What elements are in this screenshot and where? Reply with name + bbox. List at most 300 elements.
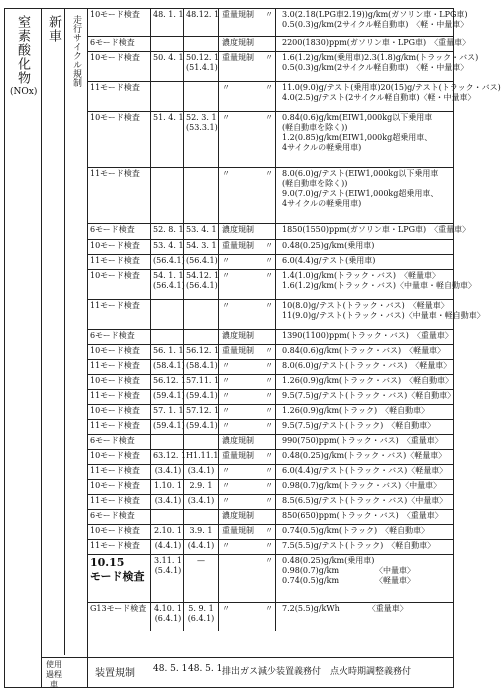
limit-line: 2200(1830)ppm(ガソリン車・LPG車) 〈重量車〉 bbox=[282, 38, 471, 47]
limit-line: 8.0(6.0)g/テスト(トラック・バス) 〈軽量車〉 bbox=[282, 361, 452, 370]
effective-date: H1.11.1 bbox=[186, 451, 219, 460]
test-mode: G13モード検査 bbox=[90, 604, 147, 613]
limit-line: 1.2(0.85)g/km(EIW1,000kg超乗用車、 bbox=[282, 133, 433, 142]
test-mode: 6モード検査 bbox=[90, 511, 135, 520]
regulation-type: 濃度規制 bbox=[222, 225, 254, 234]
limit-values bbox=[282, 241, 451, 251]
limit-values bbox=[282, 556, 451, 586]
limit-values bbox=[282, 451, 451, 461]
test-mode: 10モード検査 bbox=[90, 241, 140, 250]
test-mode: 10モード検査 bbox=[90, 53, 140, 62]
table-row bbox=[87, 239, 453, 255]
test-mode: 6モード検査 bbox=[90, 38, 135, 47]
column-divider bbox=[150, 37, 151, 52]
footer-date1: 48. 5. 1 bbox=[153, 664, 188, 674]
column-divider bbox=[275, 52, 276, 82]
category-sub: (NOx) bbox=[10, 87, 38, 97]
divider bbox=[41, 9, 42, 687]
column-divider bbox=[275, 405, 276, 420]
repeat-mark: 〃 bbox=[265, 541, 273, 550]
repeat-mark: 〃 bbox=[265, 256, 273, 265]
implementation-date: 63.12. 1 bbox=[153, 451, 187, 460]
implementation-date: (59.4.1) bbox=[153, 391, 185, 400]
column-divider bbox=[218, 330, 219, 345]
column-divider bbox=[150, 168, 151, 224]
table-row bbox=[87, 254, 453, 270]
column-divider bbox=[275, 525, 276, 540]
column-divider bbox=[150, 525, 151, 540]
column-divider bbox=[150, 510, 151, 525]
implementation-date: 1.10. 1 bbox=[154, 481, 182, 490]
limit-line: 0.98(0.7)g/km 〈中量車〉 bbox=[282, 566, 416, 575]
table-row bbox=[87, 374, 453, 390]
regulation-type: 濃度規制 bbox=[222, 38, 254, 47]
column-divider bbox=[275, 9, 276, 36]
effective-date: 53. 4. 1 bbox=[186, 225, 217, 234]
regulation-type: 〃 bbox=[222, 113, 230, 122]
column-divider bbox=[218, 510, 219, 525]
column-divider bbox=[218, 420, 219, 435]
effective-date: 50.12. 1 (51.4.1) bbox=[186, 53, 220, 72]
limit-values bbox=[282, 604, 451, 614]
column-divider bbox=[275, 345, 276, 360]
cycle-label: 走行サイクル規制 bbox=[71, 15, 81, 87]
column-divider bbox=[275, 240, 276, 255]
implementation-date: (3.4.1) bbox=[154, 496, 182, 505]
column-divider bbox=[183, 300, 184, 330]
table-row bbox=[87, 111, 453, 168]
limit-values bbox=[282, 376, 454, 386]
test-mode: 11モード検査 bbox=[90, 361, 140, 370]
limit-line: 1.6(1.2)g/km(乗用車)2.3(1.8)g/km(トラック・バス) bbox=[282, 53, 479, 62]
limit-line: 4サイクルの軽乗用車) bbox=[282, 143, 362, 152]
column-divider bbox=[183, 495, 184, 510]
column-divider bbox=[183, 168, 184, 224]
column-divider bbox=[183, 435, 184, 450]
column-divider bbox=[275, 330, 276, 345]
regulation-type: 〃 bbox=[222, 496, 230, 505]
regulation-type: 重量規制 bbox=[222, 346, 254, 355]
column-divider bbox=[218, 435, 219, 450]
footer-date2: 48. 5. 1 bbox=[188, 664, 223, 674]
implementation-date: 56.12. 1 bbox=[153, 376, 187, 385]
test-mode: 11モード検査 bbox=[90, 169, 140, 178]
regulation-type: 〃 bbox=[222, 466, 230, 475]
column-divider bbox=[275, 37, 276, 52]
limit-line: 1850(1550)ppm(ガソリン車・LPG車) 〈重量車〉 bbox=[282, 225, 471, 234]
column-divider bbox=[183, 480, 184, 495]
table-row bbox=[87, 602, 453, 631]
column-divider bbox=[218, 360, 219, 375]
column-divider bbox=[275, 480, 276, 495]
table-row bbox=[87, 81, 501, 112]
effective-date: — bbox=[197, 556, 205, 565]
regulation-type: 〃 bbox=[222, 481, 230, 490]
test-mode: 11モード検査 bbox=[90, 496, 140, 505]
repeat-mark: 〃 bbox=[265, 169, 273, 178]
limit-values bbox=[282, 541, 451, 551]
table-row bbox=[87, 167, 453, 224]
table-row bbox=[87, 344, 453, 360]
limit-values bbox=[282, 421, 451, 431]
column-divider bbox=[218, 465, 219, 480]
column-divider bbox=[150, 240, 151, 255]
effective-date: (56.4.1) bbox=[186, 256, 218, 265]
limit-line: 9.5(7.5)g/テスト(トラック) 〈軽自動車〉 bbox=[282, 421, 436, 430]
category-label: 窒素酸化物 bbox=[15, 15, 30, 85]
repeat-mark: 〃 bbox=[265, 241, 273, 250]
limit-values bbox=[282, 406, 451, 416]
repeat-mark: 〃 bbox=[265, 271, 273, 280]
effective-date: (4.4.1) bbox=[187, 541, 215, 550]
table-row bbox=[87, 479, 453, 495]
column-divider bbox=[218, 224, 219, 240]
effective-date: (3.4.1) bbox=[187, 466, 215, 475]
table-row bbox=[87, 509, 453, 525]
column-divider bbox=[183, 555, 184, 603]
test-mode: 10モード検査 bbox=[90, 271, 140, 280]
test-mode: 11モード検査 bbox=[90, 301, 140, 310]
column-divider bbox=[150, 420, 151, 435]
column-divider bbox=[150, 435, 151, 450]
column-divider bbox=[275, 420, 276, 435]
implementation-date: 2.10. 1 bbox=[154, 526, 182, 535]
table-row bbox=[87, 404, 453, 420]
limit-values bbox=[282, 481, 451, 491]
limit-line: (軽自動車を除く)) bbox=[282, 123, 348, 132]
column-divider bbox=[183, 330, 184, 345]
table-row bbox=[87, 389, 456, 405]
limit-values bbox=[282, 361, 451, 371]
regulation-type: 〃 bbox=[222, 541, 230, 550]
limit-line: 1.6(1.2)g/km(トラック・バス)〈中量車・軽自動車〉 bbox=[282, 281, 477, 290]
column-divider bbox=[150, 9, 151, 36]
test-mode: 11モード検査 bbox=[90, 83, 140, 92]
column-divider bbox=[275, 510, 276, 525]
effective-date: 54. 3. 1 bbox=[186, 241, 217, 250]
test-mode: 10モード検査 bbox=[90, 481, 140, 490]
column-divider bbox=[218, 168, 219, 224]
limit-values bbox=[282, 169, 451, 209]
effective-date: 54.12. 1 (56.4.1) bbox=[186, 271, 220, 290]
limit-values bbox=[282, 511, 451, 521]
table-row bbox=[87, 524, 453, 540]
implementation-date: 48. 1. 1 bbox=[153, 10, 184, 19]
repeat-mark: 〃 bbox=[265, 466, 273, 475]
column-divider bbox=[275, 360, 276, 375]
table-row bbox=[87, 419, 453, 435]
column-divider bbox=[218, 495, 219, 510]
test-mode: 6モード検査 bbox=[90, 436, 135, 445]
repeat-mark: 〃 bbox=[265, 83, 273, 92]
column-divider bbox=[150, 555, 151, 603]
implementation-date: 57. 1. 1 bbox=[153, 406, 184, 415]
limit-values bbox=[282, 225, 471, 235]
repeat-mark: 〃 bbox=[265, 361, 273, 370]
column-divider bbox=[183, 465, 184, 480]
column-divider bbox=[183, 525, 184, 540]
limit-line: 1.26(0.9)g/km(トラック・バス) 〈軽自動車〉 bbox=[282, 376, 454, 385]
limit-line: 0.84(0.6)g/km(トラック・バス) 〈軽量車〉 bbox=[282, 346, 446, 355]
new-car-label: 新車 bbox=[46, 15, 61, 43]
limit-line: (軽自動車を除く)) bbox=[282, 179, 348, 188]
limit-line: 3.0(2.18(LPG車2.19))g/km(ガソリン車・LPG車) bbox=[282, 10, 468, 19]
limit-values bbox=[282, 466, 451, 476]
limit-line: 1390(1100)ppm(トラック・バス) 〈重量車〉 bbox=[282, 331, 453, 340]
column-divider bbox=[150, 540, 151, 555]
column-divider bbox=[218, 82, 219, 112]
table-row bbox=[87, 51, 479, 82]
table-row bbox=[87, 359, 453, 375]
column-divider bbox=[275, 450, 276, 465]
column-divider bbox=[275, 390, 276, 405]
footer-mode: 装置規制 bbox=[95, 668, 135, 679]
column-divider bbox=[183, 603, 184, 631]
column-divider bbox=[275, 168, 276, 224]
column-divider bbox=[150, 112, 151, 168]
table-row bbox=[87, 223, 471, 240]
regulation-type: 〃 bbox=[222, 361, 230, 370]
column-divider bbox=[275, 224, 276, 240]
repeat-mark: 〃 bbox=[265, 406, 273, 415]
repeat-mark: 〃 bbox=[265, 53, 273, 62]
effective-date: (59.4.1) bbox=[186, 421, 218, 430]
regulation-type: 重量規制 bbox=[222, 451, 254, 460]
effective-date: 5. 9. 1 (6.4.1) bbox=[187, 604, 215, 623]
limit-values bbox=[282, 113, 451, 153]
table-row bbox=[87, 9, 469, 36]
test-mode: 10モード検査 bbox=[90, 526, 140, 535]
limit-values bbox=[282, 346, 451, 356]
limit-line: 0.84(0.6)g/km(EIW1,000kg以下乗用車 bbox=[282, 113, 433, 122]
limit-values bbox=[282, 83, 501, 103]
column-divider bbox=[218, 525, 219, 540]
repeat-mark: 〃 bbox=[265, 346, 273, 355]
use-label: 使用過程車 bbox=[46, 660, 62, 689]
column-divider bbox=[150, 224, 151, 240]
column-divider bbox=[150, 52, 151, 82]
limit-line: 7.2(5.5)g/kWh 〈重量車〉 bbox=[282, 604, 408, 613]
column-divider bbox=[275, 435, 276, 450]
column-divider bbox=[275, 465, 276, 480]
column-divider bbox=[150, 465, 151, 480]
column-divider bbox=[275, 555, 276, 603]
column-divider bbox=[275, 112, 276, 168]
limit-line: 0.5(0.3)g/km(2サイクル軽自動車) 〈軽・中量車〉 bbox=[282, 63, 469, 72]
limit-values bbox=[282, 53, 479, 73]
limit-line: 8.5(6.5)g/テスト(トラック・バス)〈中量車〉 bbox=[282, 496, 448, 505]
column-divider bbox=[275, 300, 276, 330]
table-row bbox=[87, 269, 477, 300]
limit-line: 7.5(5.5)g/テスト(トラック) 〈軽自動車〉 bbox=[282, 541, 436, 550]
implementation-date: (4.4.1) bbox=[154, 541, 182, 550]
repeat-mark: 〃 bbox=[265, 301, 273, 310]
limit-line: 850(650)ppm(トラック・バス) 〈重量車〉 bbox=[282, 511, 443, 520]
limit-line: 9.0(7.0)g/テスト(EIW1,000kg超乗用車、 bbox=[282, 189, 439, 198]
repeat-mark: 〃 bbox=[265, 604, 273, 613]
limit-line: 990(750)ppm(トラック・バス) 〈重量車〉 bbox=[282, 436, 443, 445]
repeat-mark: 〃 bbox=[265, 376, 273, 385]
test-mode: 6モード検査 bbox=[90, 331, 135, 340]
table-row bbox=[87, 449, 453, 465]
limit-values bbox=[282, 271, 477, 291]
column-divider bbox=[183, 37, 184, 52]
column-divider bbox=[275, 495, 276, 510]
footer-row bbox=[87, 657, 453, 687]
test-mode: 10.15 モード検査 bbox=[90, 556, 145, 583]
effective-date: 57.12. 1 bbox=[186, 406, 220, 415]
regulation-type: 〃 bbox=[222, 83, 230, 92]
limit-line: 4サイクルの軽乗用車) bbox=[282, 199, 362, 208]
column-divider bbox=[275, 255, 276, 270]
test-mode: 11モード検査 bbox=[90, 466, 140, 475]
regulation-type: 濃度規制 bbox=[222, 331, 254, 340]
table-row bbox=[87, 329, 453, 345]
column-divider bbox=[218, 603, 219, 631]
implementation-date: 3.11. 1 (5.4.1) bbox=[154, 556, 182, 575]
effective-date: (58.4.1) bbox=[186, 361, 218, 370]
regulation-type: 〃 bbox=[222, 391, 230, 400]
table-row bbox=[87, 464, 453, 480]
column-divider bbox=[183, 510, 184, 525]
limit-line: 10(8.0)g/テスト(トラック・バス) 〈軽量車〉 bbox=[282, 301, 449, 310]
test-mode: 10モード検査 bbox=[90, 346, 140, 355]
column-divider bbox=[150, 300, 151, 330]
column-divider bbox=[150, 82, 151, 112]
limit-line: 6.0(4.4)g/テスト(乗用車) bbox=[282, 256, 376, 265]
limit-values bbox=[282, 496, 451, 506]
column-divider bbox=[150, 390, 151, 405]
column-divider bbox=[218, 555, 219, 603]
implementation-date: (56.4.1) bbox=[153, 256, 185, 265]
column-divider bbox=[183, 540, 184, 555]
test-mode: 10モード検査 bbox=[90, 113, 140, 122]
column-divider bbox=[218, 112, 219, 168]
test-mode: 10モード検査 bbox=[90, 376, 140, 385]
effective-date: 3.9. 1 bbox=[189, 526, 213, 535]
column-divider bbox=[275, 82, 276, 112]
limit-line: 8.0(6.0)g/テスト(EIW1,000kg以下乗用車 bbox=[282, 169, 439, 178]
column-divider bbox=[150, 480, 151, 495]
limit-line: 1.4(1.0)g/km(トラック・バス) 〈軽量車〉 bbox=[282, 271, 441, 280]
limit-values bbox=[282, 526, 451, 536]
regulation-type: 〃 bbox=[222, 271, 230, 280]
implementation-date: (3.4.1) bbox=[154, 466, 182, 475]
footer-text: 排出ガス減少装置義務付 点火時期調整義務付 bbox=[222, 667, 412, 677]
column-divider bbox=[275, 540, 276, 555]
test-mode: 11モード検査 bbox=[90, 421, 140, 430]
regulation-type: 濃度規制 bbox=[222, 436, 254, 445]
test-mode: 10モード検査 bbox=[90, 451, 140, 460]
limit-line: 0.98(0.7)g/km(トラック・バス)〈中量車〉 bbox=[282, 481, 442, 490]
limit-values bbox=[282, 301, 485, 321]
regulation-type: 重量規制 bbox=[222, 241, 254, 250]
limit-values bbox=[282, 256, 451, 266]
limit-values bbox=[282, 436, 451, 446]
column-divider bbox=[218, 240, 219, 255]
implementation-date: 56. 1. 1 bbox=[153, 346, 184, 355]
column-divider bbox=[218, 255, 219, 270]
test-mode: 6モード検査 bbox=[90, 225, 135, 234]
table-row bbox=[87, 494, 453, 510]
repeat-mark: 〃 bbox=[265, 481, 273, 490]
test-mode: 11モード検査 bbox=[90, 391, 140, 400]
repeat-mark: 〃 bbox=[265, 496, 273, 505]
regulation-type: 重量規制 bbox=[222, 10, 254, 19]
implementation-date: (58.4.1) bbox=[153, 361, 185, 370]
table-row bbox=[87, 554, 453, 603]
column-divider bbox=[150, 270, 151, 300]
column-divider bbox=[218, 450, 219, 465]
implementation-date: 4.10. 1 (6.4.1) bbox=[154, 604, 182, 623]
column-divider bbox=[218, 300, 219, 330]
implementation-date: 54. 1. 1 (56.4.1) bbox=[153, 271, 185, 290]
limit-line: 0.74(0.5)g/km(トラック) 〈軽自動車〉 bbox=[282, 526, 430, 535]
repeat-mark: 〃 bbox=[265, 526, 273, 535]
regulation-type: 〃 bbox=[222, 406, 230, 415]
repeat-mark: 〃 bbox=[265, 421, 273, 430]
implementation-date: 50. 4. 1 bbox=[153, 53, 184, 62]
table-row bbox=[87, 434, 453, 450]
column-divider bbox=[150, 255, 151, 270]
implementation-date: 51. 4. 1 bbox=[153, 113, 184, 122]
regulation-table bbox=[4, 8, 501, 689]
column-divider bbox=[275, 375, 276, 390]
table-row bbox=[87, 539, 453, 555]
effective-date: 48.12. 1 bbox=[186, 10, 220, 19]
column-divider bbox=[150, 405, 151, 420]
limit-line: 11(9.0)g/テスト(トラック・バス)〈中量車・軽自動車〉 bbox=[282, 311, 485, 320]
effective-date: 56.12. 1 bbox=[186, 346, 220, 355]
limit-line: 6.0(4.4)g/テスト(トラック・バス)〈軽量車〉 bbox=[282, 466, 448, 475]
repeat-mark: 〃 bbox=[265, 391, 273, 400]
regulation-type: 〃 bbox=[222, 604, 230, 613]
column-divider bbox=[218, 390, 219, 405]
column-divider bbox=[218, 480, 219, 495]
test-mode: 10モード検査 bbox=[90, 10, 140, 19]
effective-date: 2.9. 1 bbox=[189, 481, 213, 490]
regulation-type: 〃 bbox=[222, 301, 230, 310]
effective-date: 57.11. 1 bbox=[186, 376, 220, 385]
limit-line: 4.0(2.5)g/テスト(2サイクル軽自動車)〈軽・中量車〉 bbox=[282, 93, 476, 102]
test-mode: 11モード検査 bbox=[90, 256, 140, 265]
regulation-type: 〃 bbox=[222, 421, 230, 430]
regulation-type: 〃 bbox=[222, 376, 230, 385]
table-row bbox=[87, 36, 471, 52]
limit-line: 0.48(0.25)g/km(乗用車) bbox=[282, 556, 375, 565]
regulation-type: 〃 bbox=[222, 169, 230, 178]
regulation-type: 重量規制 bbox=[222, 53, 254, 62]
repeat-mark: 〃 bbox=[265, 10, 273, 19]
implementation-date: (59.4.1) bbox=[153, 421, 185, 430]
column-divider bbox=[150, 345, 151, 360]
limit-line: 0.74(0.5)g/km 〈軽量車〉 bbox=[282, 576, 416, 585]
limit-values bbox=[282, 10, 469, 30]
test-mode: 11モード検査 bbox=[90, 541, 140, 550]
regulation-type: 濃度規制 bbox=[222, 511, 254, 520]
limit-line: 1.26(0.9)g/km(トラック) 〈軽自動車〉 bbox=[282, 406, 430, 415]
limit-line: 0.48(0.25)g/km(トラック・バス)〈軽量車〉 bbox=[282, 451, 447, 460]
column-divider bbox=[150, 330, 151, 345]
column-divider bbox=[275, 603, 276, 631]
limit-line: 9.5(7.5)g/テスト(トラック・バス)〈軽自動車〉 bbox=[282, 391, 456, 400]
repeat-mark: 〃 bbox=[265, 113, 273, 122]
regulation-type: 〃 bbox=[222, 256, 230, 265]
limit-values bbox=[282, 38, 471, 48]
effective-date: (59.4.1) bbox=[186, 391, 218, 400]
effective-date: 52. 3. 1 (53.3.1) bbox=[186, 113, 218, 132]
implementation-date: 52. 8. 1 bbox=[153, 225, 184, 234]
